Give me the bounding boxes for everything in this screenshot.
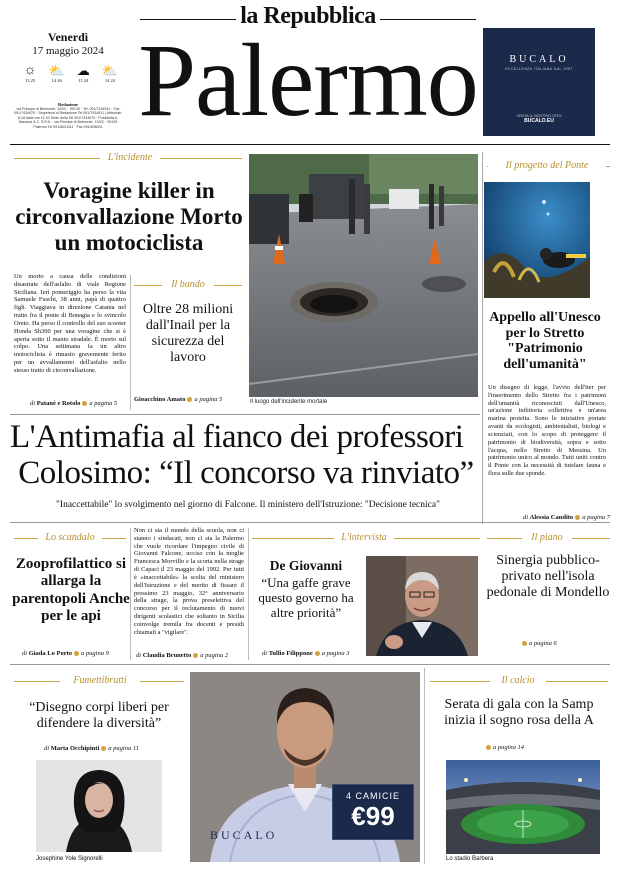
scandalo-kicker: Lo scandalo xyxy=(38,532,102,543)
ad-top[interactable] xyxy=(483,28,595,136)
redazione-text: via Principe di Belmonte, 103/C · 90139 · Tel. 091/7434911 · Fax 091/7434970 · Segreteria di Redazione Tel 091/7434911 | Abbonati: 8-18 dalle ore 11-00 Sede della Tel 091/7434970 · Pubblicità A. Manzoni & C. S.P.A. · via Principe di Belmonte, 103/C · 90139 Palermo Tel 091/6021111 · Fax 091/608001 xyxy=(14,107,122,129)
incidente-authors: Patanè e Rotolo xyxy=(36,400,81,407)
weather-day-4: ⛅ 14 24 xyxy=(98,64,122,83)
scandalo-headline[interactable]: Zooprofilattico si allarga la parentopoli Anche per le api xyxy=(12,556,130,625)
underwater-diver-illustration xyxy=(484,182,590,298)
incidente-body: Un morto a causa delle condizioni disastrate dell'asfalto di viale Regione Siciliana. Ieri pomeriggio ha perso la vita Samuele Fuschi, 38 anni, papà di quattro figli. Viaggiava in direzione Catania nel tratto fra il ponte di Bonagia e lo svincolo Oreto. Ha perso il controllo del suo scooter Honda Sh300 per una voragine che si è aperta sotto il manto stradale. È morto sul colpo. Una settimana fa un altro motociclista è rimasto gravemente ferito per un avvallamento dell'asfalto nello stesso tratto di circonvallazione. xyxy=(14,273,126,374)
weather-day-2: ⛅ 14 26 xyxy=(45,64,69,83)
main-story-top-rule xyxy=(10,414,480,415)
divider-calcio xyxy=(424,668,425,864)
main-headline-1[interactable]: L'Antimafia al fianco dei professori xyxy=(10,419,464,455)
bando-page: a pagina 5 xyxy=(194,396,223,403)
incidente-kicker: L'incidente xyxy=(100,152,160,163)
date-day: Venerdì xyxy=(47,30,89,44)
fumetti-photo[interactable] xyxy=(36,760,162,852)
piano-kicker: Il piano xyxy=(522,532,572,543)
incidente-page: a pagina 5 xyxy=(89,400,118,407)
ponte-credit[interactable]: di Alessia Candito a pagina 7 xyxy=(522,514,610,521)
woman-portrait-illustration xyxy=(36,760,162,852)
arrow-dot-icon xyxy=(74,651,79,656)
intervista-kicker: L'intervista xyxy=(334,532,394,543)
brand-logo: la Repubblica xyxy=(240,3,376,29)
second-row-bottom-rule xyxy=(10,664,610,665)
date-full: 17 maggio 2024 xyxy=(32,45,104,57)
fumetti-credit[interactable]: di Marta Occhipinti a pagina 11 xyxy=(44,745,139,752)
sun-cloud-icon: ⛅ xyxy=(48,63,65,78)
fumetti-page: a pagina 11 xyxy=(108,745,139,752)
divider-intervista xyxy=(248,528,249,660)
ad-bottom-label: 4 CAMICIE xyxy=(345,791,400,801)
fumetti-photo-caption: Josephine Yole Signorelli xyxy=(36,856,103,862)
intervista-name[interactable]: De Giovanni xyxy=(269,558,343,573)
bando-headline[interactable]: Oltre 28 milioni dall'Inail per la sicurezza del lavoro xyxy=(142,302,234,366)
calcio-photo[interactable] xyxy=(446,760,600,854)
ponte-author: Alessia Candito xyxy=(529,514,574,521)
main-subheadline: "Inaccettabile" lo svolgimento nel giorno di Falcone. Il ministero dell'Istruzione: "Decisione tecnica" xyxy=(56,500,440,510)
cloud-icon: ☁ xyxy=(76,63,90,78)
redazione-title: Redazione xyxy=(58,102,78,107)
calcio-page: a pagina 14 xyxy=(493,744,525,751)
calcio-kicker: Il calcio xyxy=(490,675,546,686)
main-headline-2[interactable]: Colosimo: “Il concorso va rinviato” xyxy=(18,455,474,491)
scandalo-author: Giada Lo Porto xyxy=(28,650,73,657)
divider-bando xyxy=(130,275,131,410)
ad-top-site: BUCALO.EU xyxy=(524,118,554,124)
ad-bottom-price-badge[interactable] xyxy=(332,784,414,840)
arrow-dot-icon xyxy=(315,651,320,656)
piano-credit[interactable] xyxy=(520,640,600,647)
ponte-photo[interactable] xyxy=(484,182,590,298)
bando-kicker: Il bando xyxy=(162,279,214,290)
incidente-headline[interactable]: Voragine killer in circonvallazione Morto un motociclista xyxy=(15,178,243,255)
sun-cloud-icon: ⛅ xyxy=(101,63,119,78)
piano-page: a pagina 6 xyxy=(529,640,557,647)
intervista-author: Tullio Filippone xyxy=(268,650,313,657)
redazione-block xyxy=(14,102,122,129)
main-story-page: a pagina 2 xyxy=(200,652,229,659)
ponte-headline[interactable]: Appello all'Unesco per lo Stretto "Patrimonio dell'umanità" xyxy=(489,310,601,373)
incidente-credit[interactable]: di Patanè e Rotolo a pagina 5 xyxy=(30,400,118,407)
ad-top-visit: VISITA IL NOSTRO SITO xyxy=(516,113,562,118)
weather-day-3: ☁ 15 24 xyxy=(71,64,95,83)
weather-row xyxy=(18,64,122,83)
road-sinkhole-illustration xyxy=(249,154,478,397)
divider-right-column xyxy=(482,152,483,524)
fumetti-headline[interactable]: “Disegno corpi liberi per difendere la diversità” xyxy=(29,700,169,732)
arrow-dot-icon xyxy=(82,401,87,406)
brand-rule-left xyxy=(140,19,236,20)
ponte-kicker: Il progetto del Ponte xyxy=(488,160,606,171)
main-story-body: Non ci sta il mondo della scuola, non ci stanno i sindacati, non ci sta la Palermo che vuole ricordare l'impegno civile di Giovanni Falcone, ucciso con la moglie Francesca Morvillo e la scorta nella strage di Capaci il 23 maggio del 1992. Per tutti è «inaccettabile» la scelta del ministero dell'Istruzione e del merito di fissare il prossimo 23 maggio, 32° anniversario della strage, la prova preselettiva del concorso per il reclutamento di nuovi dirigenti scolastici che soltanto in Sicilia coinvolge tremila fra docenti e presidi chiamati a "vigilare". xyxy=(134,527,244,636)
fumetti-kicker: Fumettibrutti xyxy=(60,675,140,686)
masthead-rule xyxy=(10,144,610,145)
calcio-photo-caption: Lo stadio Barbera xyxy=(446,856,494,862)
arrow-dot-icon xyxy=(522,641,527,646)
intervista-page: a pagina 3 xyxy=(321,650,350,657)
intervista-quote[interactable]: “Una gaffe grave questo governo ha altre priorità” xyxy=(258,575,354,621)
piano-headline[interactable]: Sinergia pubblico-privato nell'isola pedonale di Mondello xyxy=(486,553,610,601)
arrow-dot-icon xyxy=(486,745,491,750)
ad-bottom[interactable] xyxy=(190,672,420,862)
arrow-dot-icon xyxy=(101,746,106,751)
bando-author: Gioacchino Amato xyxy=(134,396,186,403)
main-story-bottom-rule xyxy=(10,522,610,523)
bando-credit[interactable] xyxy=(134,396,244,403)
intervista-credit[interactable]: di Tullio Filippone a pagina 3 xyxy=(262,650,350,657)
ad-bottom-brand: BUCALO xyxy=(210,828,278,842)
arrow-dot-icon xyxy=(187,397,192,402)
stadium-illustration xyxy=(446,760,600,854)
main-story-credit[interactable]: di Claudia Brunetto a pagina 2 xyxy=(136,652,229,659)
incidente-photo[interactable] xyxy=(249,154,478,397)
main-story-author: Claudia Brunetto xyxy=(142,652,192,659)
incidente-photo-caption: Il luogo dell'incidente mortale xyxy=(250,399,328,405)
arrow-dot-icon xyxy=(193,653,198,658)
scandalo-credit[interactable]: di Giada Lo Porto a pagina 9 xyxy=(22,650,109,657)
city-title: Palermo xyxy=(138,23,478,138)
fumetti-author: Marta Occhipinti xyxy=(50,745,100,752)
man-portrait-illustration xyxy=(366,556,478,656)
weather-day-1: ☼ 13 25 xyxy=(18,64,42,83)
ad-top-tagline: ECCELLENZA ITALIANA DAL 1957 xyxy=(505,67,573,71)
intervista-photo[interactable] xyxy=(366,556,478,656)
ad-top-brand: BUCALO xyxy=(509,54,569,65)
brand-rule-right xyxy=(380,19,476,20)
calcio-headline[interactable]: Serata di gala con la Samp inizia il sogno rosa della A xyxy=(444,697,594,729)
divider-main-body xyxy=(130,528,131,660)
arrow-dot-icon xyxy=(575,515,580,520)
scandalo-page: a pagina 9 xyxy=(81,650,109,657)
calcio-credit[interactable] xyxy=(484,744,564,751)
ponte-body: Un disegno di legge, l'avvio dell'iter per l'inserimento dello Stretto fra i patrimoni dell'umanità riconosciuti dall'Unesco, un'azione inibitoria collettiva e un'area marina protetta. Sono le iniziative portate avanti da ecologisti, ambientalisti, biologi e scienziati, con lo scopo di proteggere il patrimonio di biodiversità, sopra e sotto l'acqua, nello Stretto di Messina. Un patrimonio unico al mondo. Tutti uniti contro il Ponte con la necessità di tutelare fauna e flora sulle due sponde. xyxy=(488,384,606,477)
date-block xyxy=(10,30,126,57)
sun-icon: ☼ xyxy=(23,63,37,78)
ponte-page: a pagina 7 xyxy=(582,514,610,521)
ad-bottom-price: €99 xyxy=(351,801,395,831)
